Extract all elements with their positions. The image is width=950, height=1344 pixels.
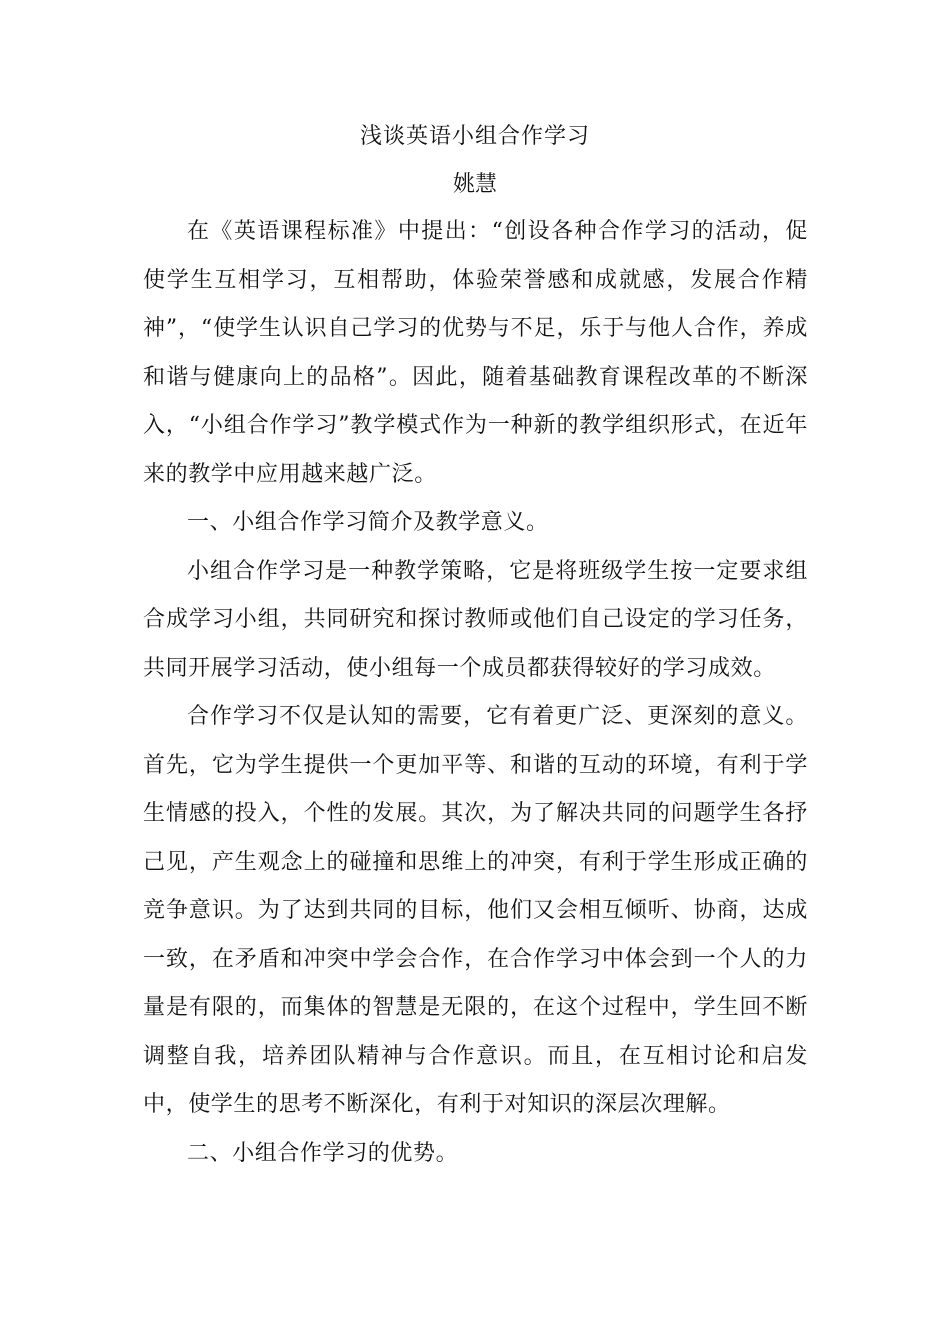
paragraph-intro: 在《英语课程标准》中提出：“创设各种合作学习的活动，促使学生互相学习，互相帮助，体验荣誉感和成就感，发展合作精神”，“使学生认识自己学习的优势与不足，乐于与他人合作，养成和谐与健康向上的品格”。因此，随着基础教育课程改革的不断深入，“小组合作学习”教学模式作为一种新的教学组织形式，在近年来的教学中应用越来越广泛。 — [143, 219, 808, 487]
paragraph-significance: 合作学习不仅是认知的需要，它有着更广泛、更深刻的意义。首先，它为学生提供一个更加平等、和谐的互动的环境，有利于学生情感的投入，个性的发展。其次，为了解决共同的问题学生各抒己见，产生观念上的碰撞和思维上的冲突，有利于学生形成正确的竞争意识。为了达到共同的目标，他们又会相互倾听、协商，达成一致，在矛盾和冲突中学会合作，在合作学习中体会到一个人的力量是有限的，而集体的智慧是无限的，在这个过程中，学生回不断调整自我，培养团队精神与合作意识。而且，在互相讨论和启发中，使学生的思考不断深化，有利于对知识的深层次理解。 — [143, 704, 808, 1117]
document-title: 浅谈英语小组合作学习 — [359, 124, 590, 149]
document-body — [143, 208, 808, 1178]
paragraph-definition: 小组合作学习是一种教学策略，它是将班级学生按一定要求组合成学习小组，共同研究和探讨教师或他们自己设定的学习任务，共同开展学习活动，使小组每一个成员都获得较好的学习成效。 — [143, 558, 808, 681]
section-heading-2: 二、小组合作学习的优势。 — [187, 1140, 459, 1166]
document-author: 姚慧 — [452, 172, 497, 197]
section-heading-1: 一、小组合作学习简介及教学意义。 — [187, 510, 549, 535]
